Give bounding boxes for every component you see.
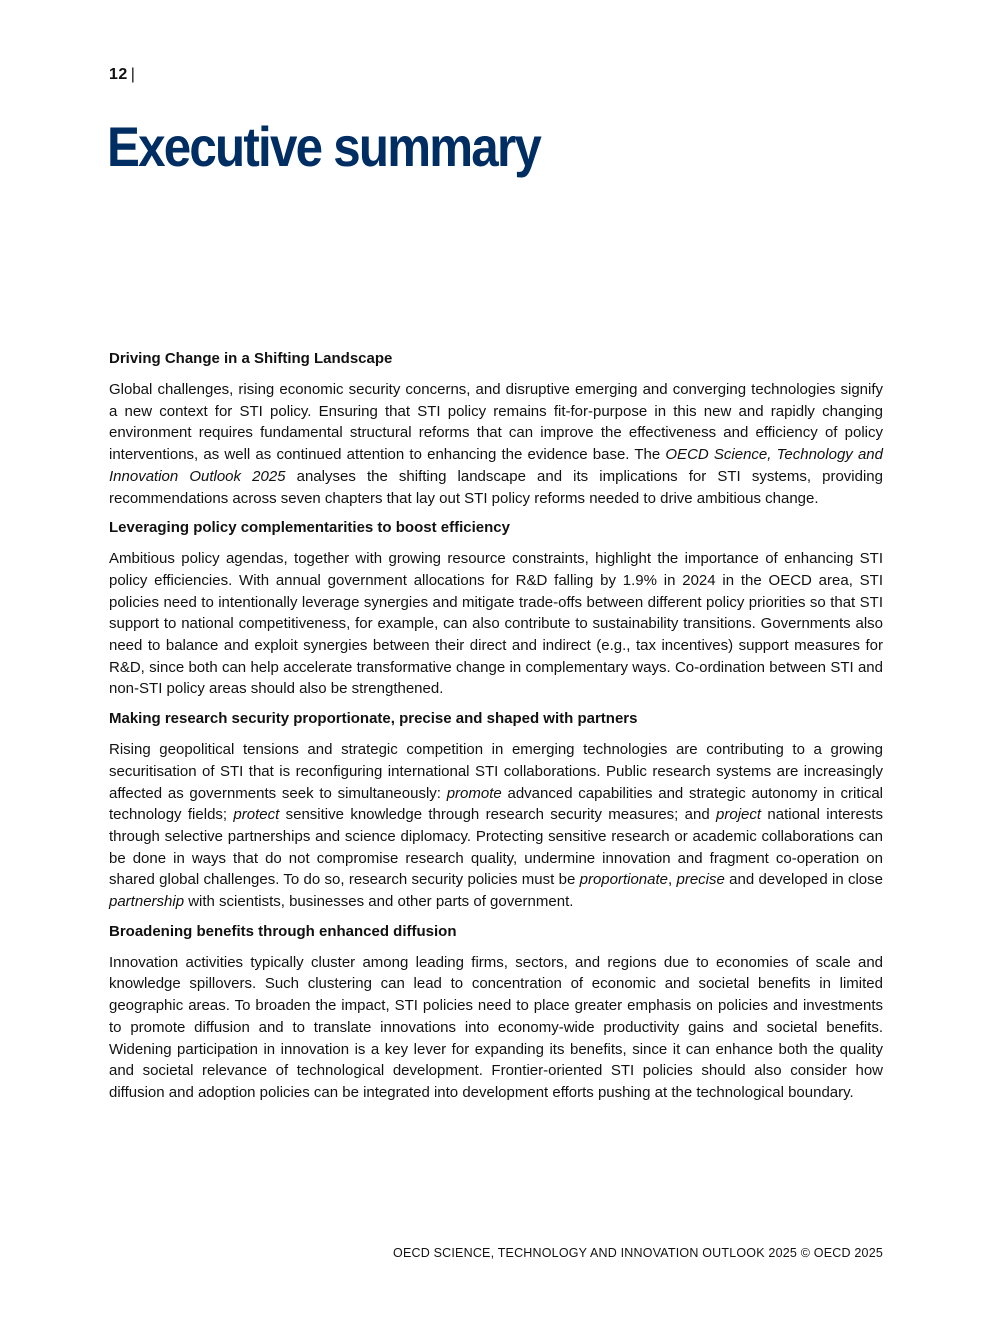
section-policy-complementarities (109, 518, 883, 700)
section-paragraph: Global challenges, rising economic security concerns, and disruptive emerging and converging technologies signify a new context for STI policy. Ensuring that STI policy remains fit-for-purpose in this new and rapidly changing environment requires fundamental structural reforms that can improve the effectiveness and efficiency of policy interventions, as well as continued attention to enhancing the evidence base. The OECD Science, Technology and Innovation Outlook 2025 analyses the shifting landscape and its implications for STI systems, providing recommendations across seven chapters that lay out STI policy reforms needed to drive ambitious change. (109, 381, 883, 507)
section-diffusion (109, 922, 883, 1104)
report-title-reference: OECD Science, Technology and Innovation Outlook 2025 (109, 446, 883, 485)
section-paragraph: Ambitious policy agendas, together with growing resource constraints, highlight the importance of enhancing STI policy efficiencies. With annual government allocations for R&D falling by 1.9% in 2024 in the OECD area, STI policies need to intentionally leverage synergies and mitigate trade-offs between different policy priorities so that STI support to national competitiveness, for example, can also contribute to sustainability transitions. Governments also need to balance and exploit synergies between their direct and indirect (e.g., tax incentives) support measures for R&D, since both can help accelerate transformative change in complementary ways. Co-ordination between STI and non-STI policy areas should also be strengthened. (109, 550, 883, 698)
page-number (109, 66, 135, 84)
document-body (109, 349, 883, 1113)
section-heading: Broadening benefits through enhanced diffusion (109, 922, 457, 940)
section-research-security (109, 709, 883, 913)
page-footer: OECD SCIENCE, TECHNOLOGY AND INNOVATION OUTLOOK 2025 © OECD 2025 (393, 1246, 883, 1260)
page-title: Executive summary (107, 115, 541, 178)
page-number-separator: | (130, 66, 136, 83)
section-heading: Leveraging policy complementarities to boost efficiency (109, 519, 510, 537)
section-paragraph: Innovation activities typically cluster among leading firms, sectors, and regions due to economies of scale and knowledge spillovers. Such clustering can lead to concentration of economic and societal benefits in limited geographic areas. To broaden the impact, STI policies need to place greater emphasis on policies and investments to promote diffusion and to translate innovations into economy-wide productivity gains and societal benefits. Widening participation in innovation is a key lever for expanding its benefits, since it can enhance both the quality and societal relevance of technological development. Frontier-oriented STI policies should also consider how diffusion and adoption policies can be integrated into development efforts pushing at the technological boundary. (109, 953, 883, 1101)
section-driving-change (109, 349, 883, 509)
page-number-value: 12 (109, 66, 128, 83)
section-heading: Driving Change in a Shifting Landscape (109, 350, 393, 367)
section-paragraph: Rising geopolitical tensions and strategic competition in emerging technologies are contributing to a growing securitisation of STI that is reconfiguring international STI collaborations. Public research systems are increasingly affected as governments seek to simultaneously: promote advanced capabilities and strategic autonomy in critical technology fields; protect sensitive knowledge through research security measures; and project national interests through selective partnerships and science diplomacy. Protecting sensitive research or academic collaborations can be done in ways that do not compromise research quality, undermine innovation and fragment co-operation on shared global challenges. To do so, research security policies must be proportionate, precise and developed in close partnership with scientists, businesses and other parts of government. (109, 741, 883, 911)
section-heading: Making research security proportionate, precise and shaped with partners (109, 710, 638, 728)
